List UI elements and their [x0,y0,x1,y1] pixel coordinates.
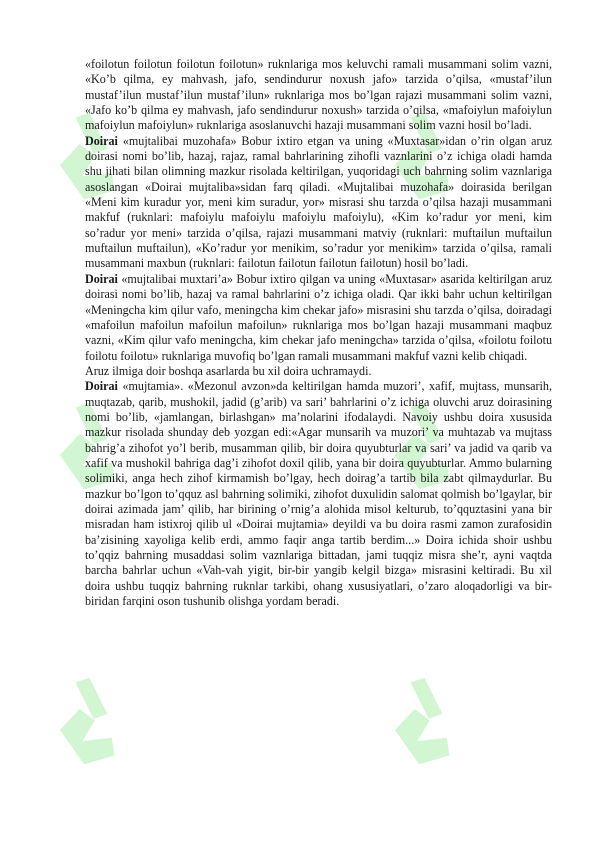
paragraph [85,379,552,609]
paragraph [85,272,552,364]
paragraph-term: Doirai [85,271,118,286]
paragraph-text: «mujtalibai muxtari’a» Bobur ixtiro qilgan va uning «Muxtasar» asarida keltirilgan aruz doirasi nomi bo’lib, hazaj va ramal bahrlarini o’z ichiga oladi. Qar ikki bahr uchun keltirilgan «Meningcha kim qilur vafo, meningcha kim chekar jafo» misrasini shu tarzda o’qilsa, doiradagi «mafoilun mafoilun mafoilun mafoilun» ruknlariga mos bo’lgan hazaji musammani maqbuz vazni, «Kim qilur vafo meningcha, kim chekar jafo meningcha» tarzida o’qilsa, «foilotu foilotu foilotu foilotu» ruknlariga muvofiq bo’lgan ramali musammani makfuf vazni kelib chiqadi. [85,271,552,363]
paragraph [85,364,552,379]
paragraph-text: «foilotun foilotun foilotun foilotun» ruknlariga mos keluvchi ramali musammani solim vazni, «Ko’b qilma, ey mahvash, jafo, sendindurur noxush jafo» tarzida o’qilsa, «mustaf’ilun mustaf’ilun mustaf’ilun mustaf’ilun» ruknlariga mos bo’lgan rajazi musammani solim vazni, «Jafo ko’b qilma ey mahvash, jafo sendindurur noxush» tarzida o’qilsa, «mafoiylun mafoiylun mafoiylun mafoiylun» ruknlariga asoslanuvchi hazaji musammani solim vazni hosil bo’ladi. [85,57,552,133]
paragraph [85,57,552,134]
paragraph-text: «mujtamia». «Mezonul avzon»da keltirilgan hamda muzori’, xafif, mujtass, munsarih, muqtazab, qarib, mushokil, jadid (g’arib) va sari’ bahrlarini o’z ichiga oluvchi aruz doirasining nomi bo’lib, «jamlangan, birlashgan» ma’nolarini ifodalaydi. Navoiy ushbu doira xususida mazkur risolada shunday deb yozgan edi:«Agar munsarih va muzori’ va muhtazab va mujtass bahrig’a zihofot yo’l berib, musamman qilib, bir doira quyubturlar va sari’ va jadid va qarib va xafif va mushokil bahriga dag’i zihofot doxil qilib, yana bir doira quyubturlar. Ammo bularning solimiki, anga hech zihof kirmamish bo’lgay, hech doirag’a tartib bila zabt qilmaydurlar. Bu mazkur bo’lgon to’qquz asl bahrning solimiki, zihofot duxulidin salomat qolmish bo’lgaylar, bir doirai azimada jam’ qilib, har birining o’rnig’a alohida misol kelturub, to’qquztasini yana bir misradan ham istixroj qilib ul «Doirai mujtamia» deyildi va bu doira rasmi zamon zurafosidin ba’zisining xayoliga kelib erdi, ammo faqir anga tartib berdim...» Doira ichida shoir ushbu to’qqiz bahrning musaddasi solim vaznlariga bittadan, jami tuqqiz misra she’r, ayni vaqtda barcha bahrlar uchun «Vah-vah yigit, bir-bir yangib kelgil bizga» misrasini keltiradi. Bu xil doira ushbu tuqqiz bahrning ruknlar tarkibi, ohang xususiyatlari, o’zaro aloqadorligi va bir-biridan farqini oson tushunib olishga yordam beradi. [85,379,552,609]
paragraph-text: Aruz ilmiga doir boshqa asarlarda bu xil doira uchramaydi. [85,363,372,378]
paragraph-term: Doirai [85,133,118,148]
paragraph-text: «mujtalibai muzohafa» Bobur ixtiro etgan va uning «Muxtasar»idan o’rin olgan aruz doirasi nomi bo’lib, hazaj, rajaz, ramal bahrlarining zihofli vaznlarini o’z ichiga oladi hamda shu jihati bilan olimning mazkur risolada keltirilgan, yuqoridagi uch bahrning solim vaznlariga asoslangan «Doirai mujtaliba»sidan farq qiladi. «Mujtalibai muzohafa» doirasida berilgan «Meni kim kuradur yor, meni kim suradur, yor» misrasi shu tarzda o’qilsa hazaji musammani makfuf (ruknlari: mafoiylu mafoiylu mafoiylu mafoiylu), «Kim ko’radur yor meni, kim so’radur yor meni» tarzida o’qilsa, rajazi musammani matviy (ruknlari: muftailun muftailun muftailun muftailun), «Ko’radur yor menikim, so’radur yor menikim» tarzida o’qilsa, ramali musammani maxbun (ruknlari: failotun failotun failotun failotun) hosil bo’ladi. [85,133,552,271]
body-text [85,57,552,609]
paragraph [85,134,552,272]
paragraph-term: Doirai [85,379,118,394]
